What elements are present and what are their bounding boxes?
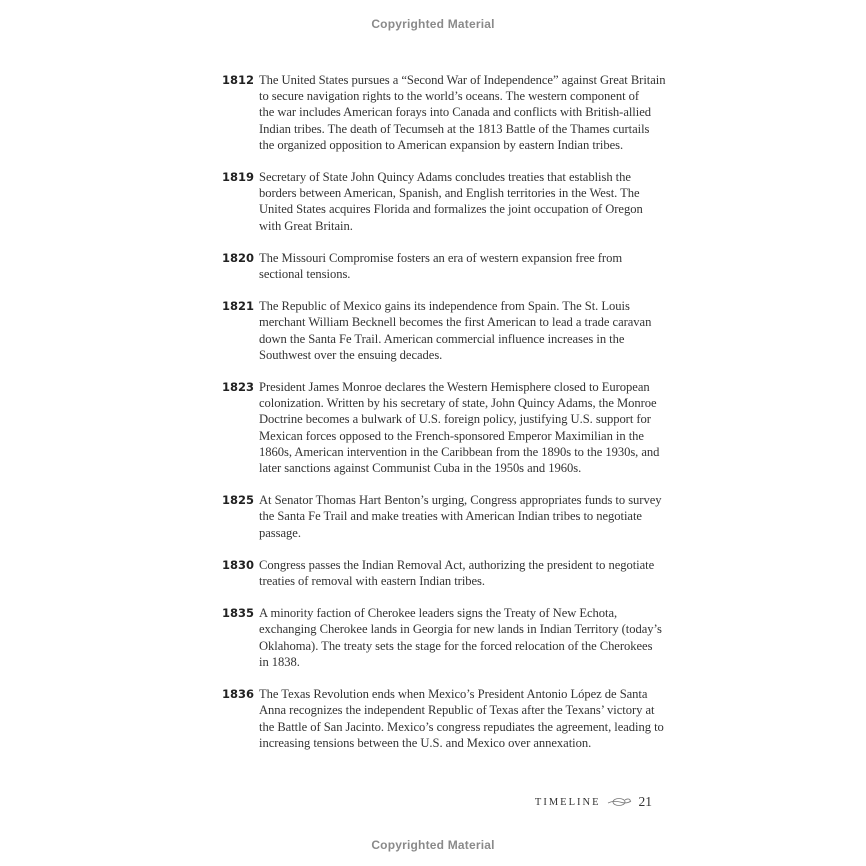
description-line: 1860s, American intervention in the Caribbean from the 1890s to the 1930s, and xyxy=(259,444,660,459)
timeline-entry xyxy=(222,298,652,363)
description-line: The Missouri Compromise fosters an era of western expansion free from xyxy=(259,250,623,265)
description-line: exchanging Cherokee lands in Georgia for new lands in Indian Territory (today’s xyxy=(259,622,662,637)
entry-description xyxy=(259,379,659,476)
page-footer xyxy=(500,794,652,810)
entry-description xyxy=(259,686,664,751)
description-line: President James Monroe declares the Western Hemisphere closed to European xyxy=(259,380,650,395)
description-line: increasing tensions between the U.S. and Mexico over annexation. xyxy=(259,735,592,750)
entry-year: 1835 xyxy=(222,606,255,621)
entry-year: 1823 xyxy=(222,380,255,395)
description-line: to secure navigation rights to the world’s oceans. The western component of xyxy=(259,89,640,104)
page-number: 21 xyxy=(638,794,652,809)
description-line: United States acquires Florida and formalizes the joint occupation of Oregon xyxy=(259,202,643,217)
description-line: Secretary of State John Quincy Adams concludes treaties that establish the xyxy=(259,170,631,185)
entry-description xyxy=(259,492,661,541)
description-line: treaties of removal with eastern Indian tribes. xyxy=(259,574,486,589)
timeline-list xyxy=(222,72,666,767)
description-line: borders between American, Spanish, and English territories in the West. The xyxy=(259,186,640,201)
description-line: The Republic of Mexico gains its independence from Spain. The St. Louis xyxy=(259,299,630,314)
timeline-entry xyxy=(222,492,662,541)
description-line: the Santa Fe Trail and make treaties with American Indian tribes to negotiate xyxy=(259,509,642,524)
copyright-watermark-bottom: Copyrighted Material xyxy=(371,838,495,852)
description-line: with Great Britain. xyxy=(259,218,353,233)
description-line: At Senator Thomas Hart Benton’s urging, Congress appropriates funds to survey xyxy=(259,493,662,508)
timeline-entry xyxy=(222,379,660,476)
timeline-entry xyxy=(222,169,652,234)
entry-year: 1820 xyxy=(222,250,255,265)
entry-description xyxy=(259,169,652,234)
flourish-ornament-icon xyxy=(607,795,633,809)
running-head: TIMELINE xyxy=(534,796,601,808)
description-line: in 1838. xyxy=(259,654,300,669)
description-line: Mexican forces opposed to the French-sponsored Emperor Maximilian in the xyxy=(259,428,644,443)
entry-year: 1830 xyxy=(222,557,255,572)
entry-year: 1819 xyxy=(222,170,255,185)
description-line: later sanctions against Communist Cuba in the 1950s and 1960s. xyxy=(259,461,582,476)
description-line: The Texas Revolution ends when Mexico’s President Antonio López de Santa xyxy=(259,687,648,702)
entry-year: 1836 xyxy=(222,687,255,702)
description-line: The United States pursues a “Second War of Independence” against Great Britain xyxy=(259,73,666,87)
description-line: A minority faction of Cherokee leaders signs the Treaty of New Echota, xyxy=(259,606,618,621)
description-line: Doctrine becomes a bulwark of U.S. foreign policy, justifying U.S. support for xyxy=(259,412,651,427)
description-line: Congress passes the Indian Removal Act, authorizing the president to negotiate xyxy=(259,557,655,572)
timeline-entry xyxy=(222,72,666,153)
description-line: colonization. Written by his secretary of state, John Quincy Adams, the Monroe xyxy=(259,396,657,411)
description-line: the war includes American forays into Canada and conflicts with British-allied xyxy=(259,105,651,120)
description-line: sectional tensions. xyxy=(259,267,351,282)
entry-description xyxy=(259,298,652,363)
description-line: Anna recognizes the independent Republic of Texas after the Texans’ victory at xyxy=(259,703,655,718)
entry-year: 1821 xyxy=(222,299,255,314)
description-line: down the Santa Fe Trail. American commercial influence increases in the xyxy=(259,331,625,346)
entry-description xyxy=(259,250,652,282)
description-line: the organized opposition to American expansion by eastern Indian tribes. xyxy=(259,137,624,152)
entry-description xyxy=(259,605,662,670)
timeline-entry xyxy=(222,686,664,751)
description-line: the Battle of San Jacinto. Mexico’s congress repudiates the agreement, leading to xyxy=(259,719,664,734)
description-line: passage. xyxy=(259,525,301,540)
description-line: Oklahoma). The treaty sets the stage for the forced relocation of the Cherokees xyxy=(259,638,653,653)
description-line: Indian tribes. The death of Tecumseh at the 1813 Battle of the Thames curtails xyxy=(259,121,650,136)
entry-year: 1825 xyxy=(222,493,255,508)
description-line: Southwest over the ensuing decades. xyxy=(259,347,443,362)
timeline-entry xyxy=(222,557,655,589)
timeline-entry xyxy=(222,250,652,282)
entry-description xyxy=(259,72,665,153)
entry-description xyxy=(259,557,654,589)
description-line: merchant William Becknell becomes the first American to lead a trade caravan xyxy=(259,315,652,330)
timeline-entry xyxy=(222,605,662,670)
entry-year: 1812 xyxy=(222,73,255,87)
copyright-watermark-top: Copyrighted Material xyxy=(371,17,495,31)
